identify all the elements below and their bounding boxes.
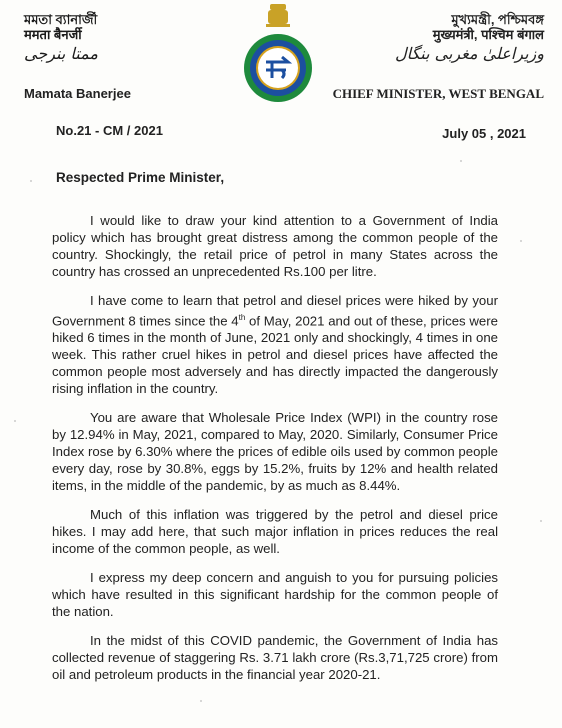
paper-speck [14,420,16,422]
paragraph-5: I express my deep concern and anguish to you for pursuing policies which have resulted in this significant hardship for the common people of the nation. [52,570,498,620]
name-hindi: ममता बैनर्जी [24,27,82,42]
paragraph-3: You are aware that Wholesale Price Index (WPI) in the country rose by 12.94% in May, 2021, compared to May, 2020. Similarly, Consumer Price Index rose by 6.30% where the prices of edible oils used by common people every day, rose by 30.8%, eggs by 15.2%, fruits by 12% and health related items, in the middle of the pandemic, by as much as 8.44%. [52,410,498,494]
letter-body [52,212,498,695]
sender-title: CHIEF MINISTER, WEST BENGAL [332,86,544,101]
paper-speck [520,240,522,242]
name-urdu: ممتا بنرجی [24,44,98,63]
letterhead-right [395,12,544,61]
paragraph-4: Much of this inflation was triggered by the petrol and diesel price hikes. I may add here, that such major inflation in prices reduces the real income of the common people, as well. [52,507,498,557]
title-urdu: وزیراعلیٰ مغربی بنگال [394,44,544,63]
letterhead-left [24,12,98,61]
paragraph-1: I would like to draw your kind attention to a Government of India policy which has brought great distress among the common people of the country. Shockingly, the retail price of petrol in many States across the country has crossed an unprecedented Rs.100 per litre. [52,213,498,279]
name-bengali: মমতা ব্যানার্জী [24,12,98,27]
sender-name: Mamata Banerjee [24,86,131,101]
reference-number: No.21 - CM / 2021 [56,123,163,138]
letter-date: July 05 , 2021 [442,126,526,141]
title-bengali: মুখ্যমন্ত্রী, পশ্চিমবঙ্গ [451,12,544,27]
state-emblem-icon [232,2,324,104]
title-hindi: मुख्यमंत्री, पश्चिम बंगाल [432,27,544,42]
paper-speck [200,700,202,702]
ordinal-suffix: th [238,313,246,322]
paper-speck [540,520,542,522]
paragraph-6: In the midst of this COVID pandemic, the Government of India has collected revenue of staggering Rs. 3.71 lakh crore (Rs.3,71,725 crore) from oil and petroleum products in the financial year 2020-21. [52,633,498,683]
paragraph-2-part-b: of May, 2021 and out of these, prices were hiked 6 times in the month of June, 2021 only and shockingly, 4 times in one week. This rather cruel hikes in petrol and diesel prices have affected the common people most adversely and has directly impacted the dangerously rising inflation in the country. [52,313,498,397]
paper-speck [460,160,462,162]
paragraph-2-part-a: I have come to learn that petrol and diesel prices were hiked by your Government 8 times since the 4 [52,293,498,329]
salutation: Respected Prime Minister, [56,170,225,185]
paper-speck [30,180,32,182]
paragraph-2 [52,292,498,397]
